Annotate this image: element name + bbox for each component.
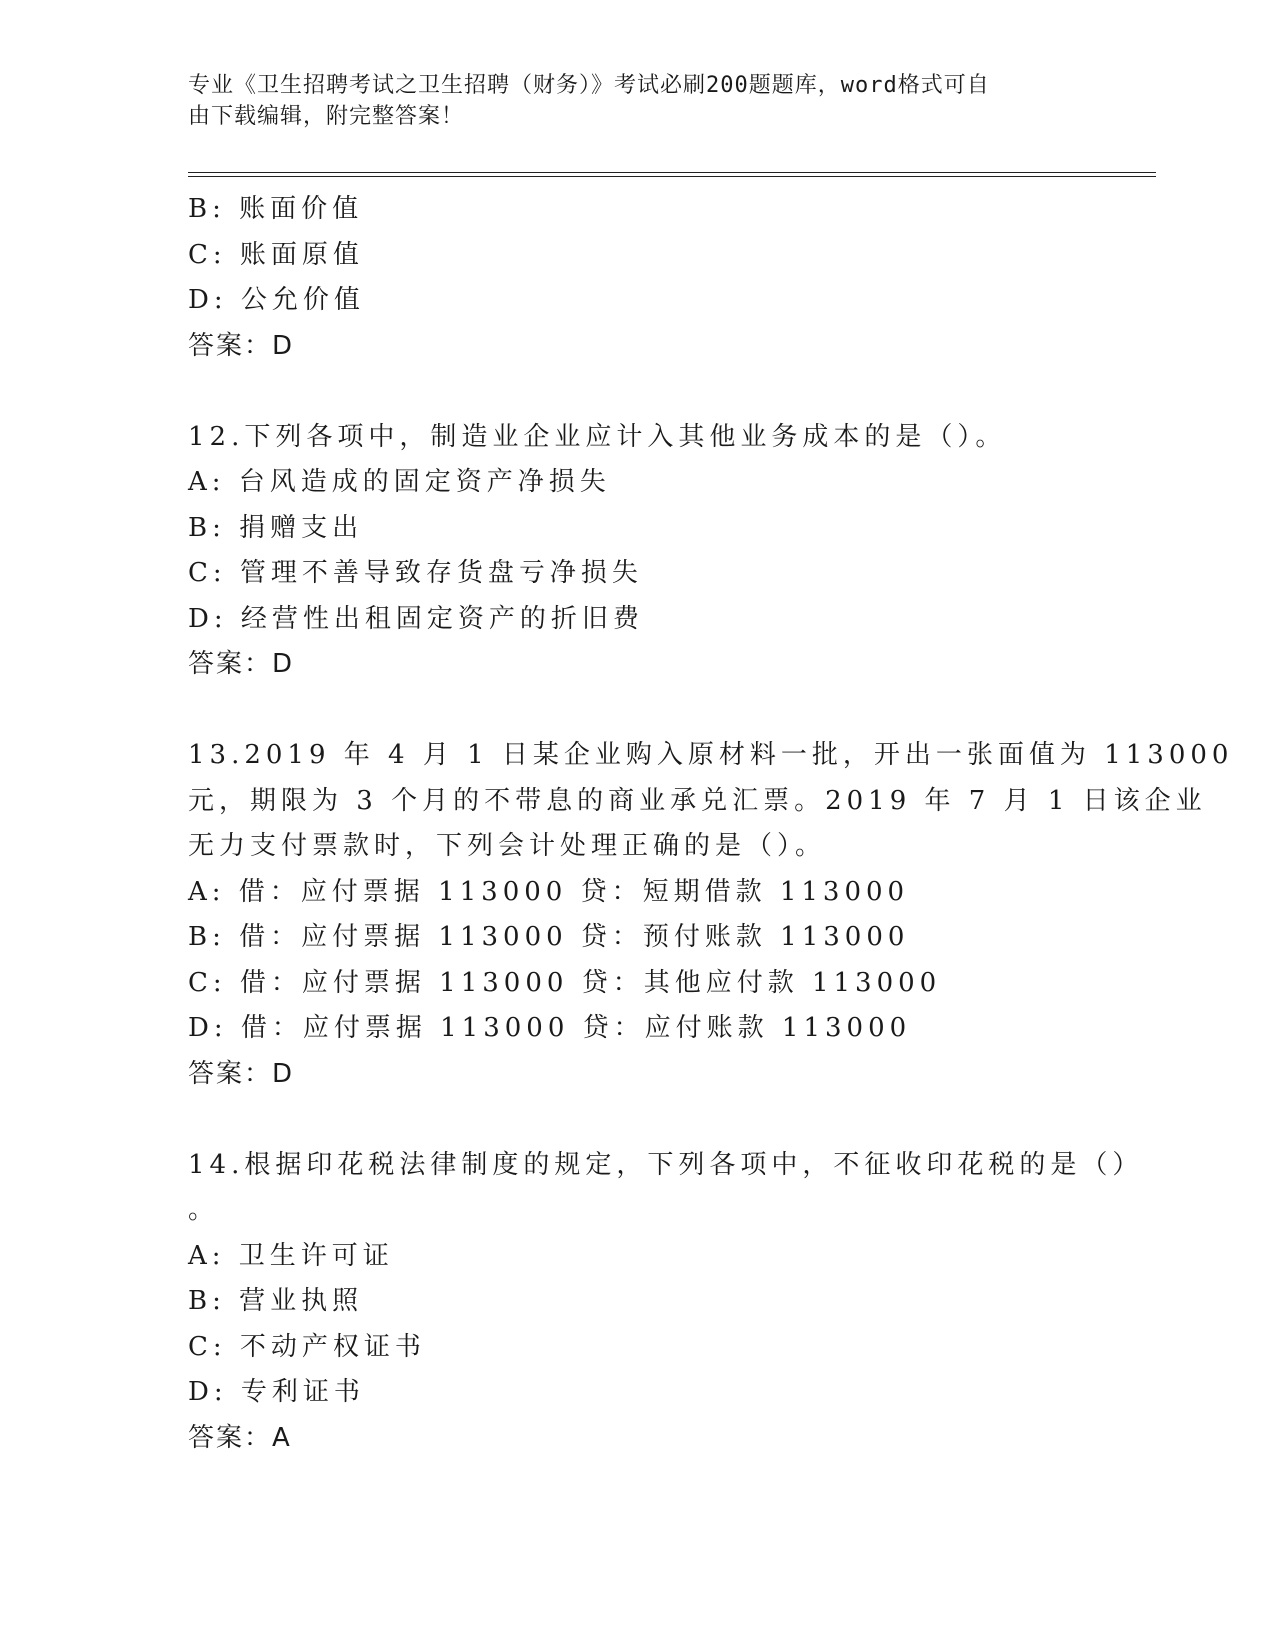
option-c: C: 管理不善导致存货盘亏净损失	[188, 558, 643, 588]
question-stem-line-2: 。	[188, 1195, 220, 1225]
option-b: B: 捐赠支出	[188, 512, 364, 543]
question-stem-line-2: 元，期限为 3 个月的不带息的商业承兑汇票。2019 年 7 月 1 日该企业	[188, 785, 1207, 816]
answer-line: 答案：A	[188, 1422, 292, 1453]
answer-line: 答案：D	[188, 330, 295, 361]
question-stem-line-1: 14.根据印花税法律制度的规定，下列各项中，不征收印花税的是（）	[188, 1149, 1144, 1180]
question-12	[188, 415, 1088, 688]
option-c: C: 不动产权证书	[188, 1331, 426, 1362]
answer-line: 答案：D	[188, 1058, 295, 1089]
option-c: C: 借：应付票据 113000 贷：其他应付款 113000	[188, 967, 942, 998]
option-a: A: 卫生许可证	[188, 1240, 394, 1271]
option-b: B: 借：应付票据 113000 贷：预付账款 113000	[188, 922, 910, 952]
question-stem: 12.下列各项中，制造业企业应计入其他业务成本的是（）。	[188, 421, 1007, 452]
document-header	[188, 70, 1088, 132]
question-list	[188, 187, 1234, 1461]
option-d: D: 借：应付票据 113000 贷：应付账款 113000	[188, 1013, 912, 1043]
option-b: B: 账面价值	[188, 194, 364, 224]
spacer	[188, 1097, 1088, 1143]
spacer	[188, 688, 1088, 734]
question-11-tail	[188, 187, 1088, 369]
question-stem-line-1: 13.2019 年 4 月 1 日某企业购入原材料一批，开出一张面值为 113000	[188, 740, 1234, 770]
header-line-2: 由下载编辑，附完整答案！	[188, 104, 465, 129]
spacer	[188, 369, 1088, 415]
question-stem-line-3: 无力支付票款时，下列会计处理正确的是（）。	[188, 831, 827, 861]
option-c: C: 账面原值	[188, 239, 364, 270]
header-line-1: 专业《卫生招聘考试之卫生招聘（财务）》考试必刷200题题库，word格式可自	[188, 73, 990, 98]
option-b: B: 营业执照	[188, 1286, 364, 1316]
header-divider-bottom	[188, 176, 1156, 177]
option-d: D: 专利证书	[188, 1377, 365, 1407]
answer-line: 答案：D	[188, 649, 295, 679]
question-14	[188, 1143, 1144, 1462]
question-13	[188, 733, 1234, 1097]
option-d: D: 经营性出租固定资产的折旧费	[188, 603, 644, 634]
option-a: A: 借：应付票据 113000 贷：短期借款 113000	[188, 876, 910, 907]
option-d: D: 公允价值	[188, 285, 365, 315]
option-a: A: 台风造成的固定资产净损失	[188, 467, 611, 497]
header-divider-top	[188, 172, 1156, 173]
